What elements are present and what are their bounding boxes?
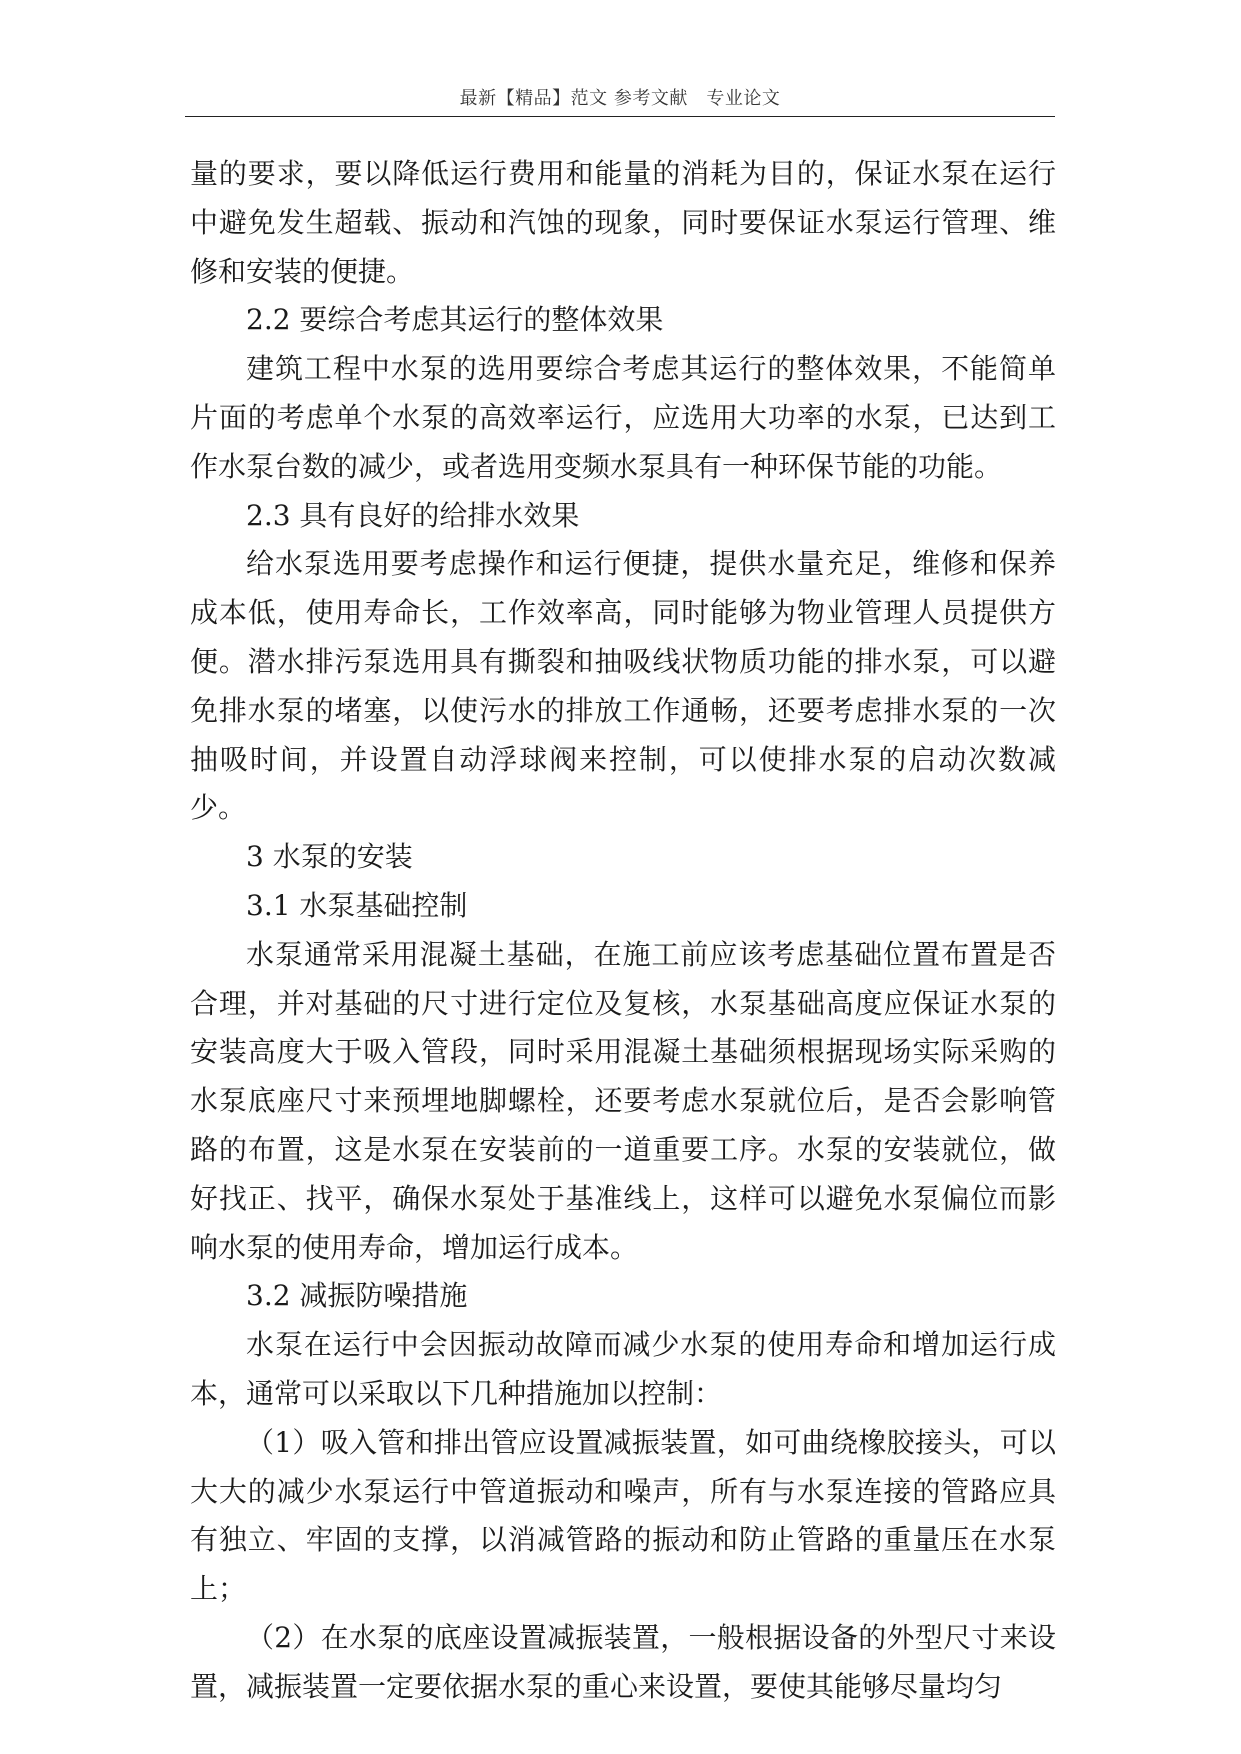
paragraph-continued: 量的要求，要以降低运行费用和能量的消耗为目的，保证水泵在运行中避免发生超载、振动和汽蚀的现象，同时要保证水泵运行管理、维修和安装的便捷。: [190, 157, 1056, 288]
page-header: 最新【精品】范文 参考文献 专业论文: [459, 88, 781, 109]
section-heading-2-3: 2.3 具有良好的给排水效果: [246, 498, 580, 532]
paragraph: 水泵在运行中会因振动故障而减少水泵的使用寿命和增加运行成本，通常可以采取以下几种措施加以控制：: [190, 1328, 1056, 1410]
header-divider: [185, 116, 1055, 117]
section-heading-3: 3 水泵的安装: [246, 840, 413, 874]
document-body: [190, 150, 1056, 1712]
paragraph: 给水泵选用要考虑操作和运行便捷，提供水量充足，维修和保养成本低，使用寿命长，工作效率高，同时能够为物业管理人员提供方便。潜水排污泵选用具有撕裂和抽吸线状物质功能的排水泵，可以避免排水泵的堵塞，以使污水的排放工作通畅，还要考虑排水泵的一次抽吸时间，并设置自动浮球阀来控制，可以使排水泵的启动次数减少。: [190, 547, 1056, 825]
paragraph: 水泵通常采用混凝土基础，在施工前应该考虑基础位置布置是否合理，并对基础的尺寸进行定位及复核，水泵基础高度应保证水泵的安装高度大于吸入管段，同时采用混凝土基础须根据现场实际采购的水泵底座尺寸来预埋地脚螺栓，还要考虑水泵就位后，是否会影响管路的布置，这是水泵在安装前的一道重要工序。水泵的安装就位，做好找正、找平，确保水泵处于基准线上，这样可以避免水泵偏位而影响水泵的使用寿命，增加运行成本。: [190, 937, 1056, 1264]
section-heading-3-2: 3.2 减振防噪措施: [246, 1279, 468, 1313]
paragraph: 建筑工程中水泵的选用要综合考虑其运行的整体效果，不能简单片面的考虑单个水泵的高效率运行，应选用大功率的水泵，已达到工作水泵台数的减少，或者选用变频水泵具有一种环保节能的功能。: [190, 352, 1056, 483]
list-item: （2）在水泵的底座设置减振装置，一般根据设备的外型尺寸来设置，减振装置一定要依据水泵的重心来设置，要使其能够尽量均匀: [190, 1620, 1056, 1703]
list-item: （1）吸入管和排出管应设置减振装置，如可曲绕橡胶接头，可以大大的减少水泵运行中管道振动和噪声，所有与水泵连接的管路应具有独立、牢固的支撑，以消减管路的振动和防止管路的重量压在水泵上；: [190, 1425, 1056, 1606]
section-heading-2-2: 2.2 要综合考虑其运行的整体效果: [246, 303, 664, 337]
section-heading-3-1: 3.1 水泵基础控制: [246, 888, 468, 922]
